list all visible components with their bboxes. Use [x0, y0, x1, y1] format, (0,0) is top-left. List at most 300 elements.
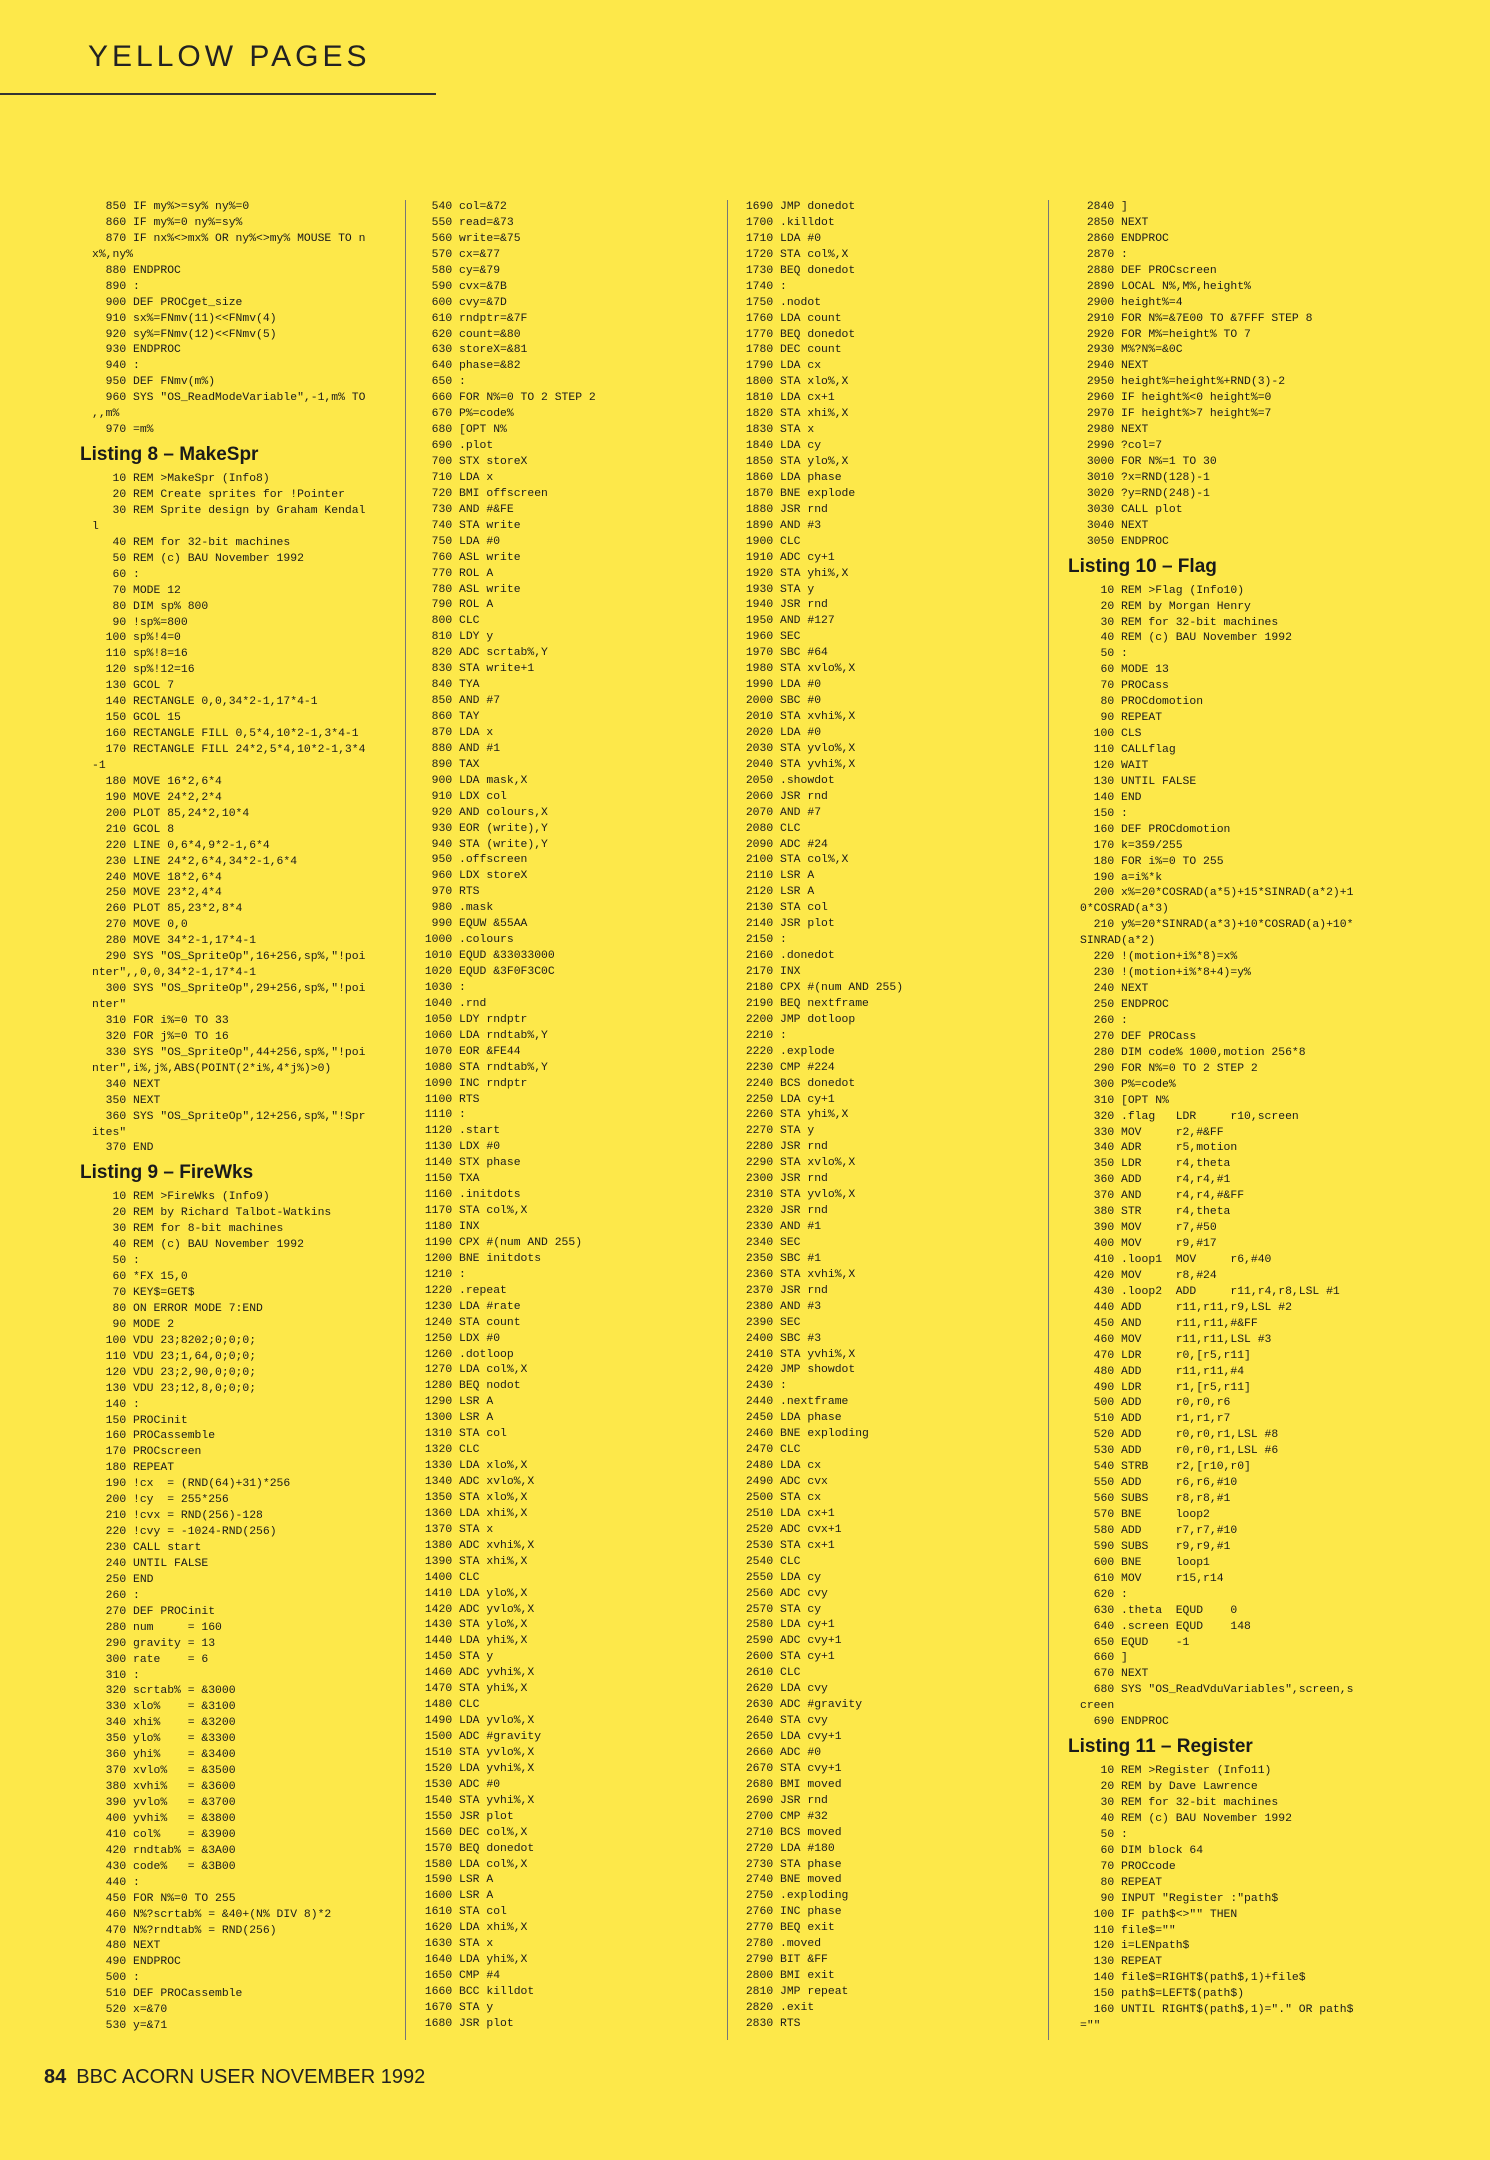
code-line: 2870 : — [1080, 248, 1128, 261]
code-line: 10 REM >Flag (Info10) — [1080, 584, 1245, 597]
code-line: 1400 CLC — [418, 1571, 480, 1584]
code-line: 130 GCOL 7 — [92, 680, 175, 693]
code-line: 1500 ADC #gravity — [418, 1731, 542, 1743]
code-line: 190 MOVE 24*2,2*4 — [92, 791, 222, 804]
code-line: 2580 LDA cy+1 — [739, 1619, 835, 1632]
code-line: 1380 ADC xvhi%,X — [418, 1539, 535, 1552]
code-line: 1160 .initdots — [418, 1189, 521, 1202]
code-line: 100 sp%!4=0 — [92, 632, 181, 645]
code-line: 1390 STA xhi%,X — [418, 1555, 528, 1568]
code-line: 120 sp%!12=16 — [92, 664, 195, 677]
code-line: 530 ADD r0,r0,r1,LSL #6 — [1080, 1445, 1279, 1458]
code-line: 50 : — [1080, 1828, 1128, 1841]
code-line: 320 .flag LDR r10,screen — [1080, 1110, 1299, 1123]
code-line: 1720 STA col%,X — [739, 248, 849, 261]
code-line: 2010 STA xvhi%,X — [739, 711, 856, 723]
code-line: 2790 BIT &FF — [739, 1954, 828, 1967]
code-line: 360 SYS "OS_SpriteOp",12+256,sp%,"!Spr — [92, 1110, 366, 1123]
code-line: 1850 STA ylo%,X — [739, 456, 849, 468]
code-line: 1010 EQUD &33033000 — [418, 950, 555, 963]
code-line: 1080 STA rndtab%,Y — [418, 1061, 548, 1074]
code-line: 340 ADR r5,motion — [1080, 1142, 1238, 1155]
code-line: 280 DIM code% 1000,motion 256*8 — [1080, 1046, 1306, 1059]
code-line: nter",i%,j%,ABS(POINT(2*i%,4*j%)>0) — [92, 1062, 332, 1075]
code-line: 390 MOV r7,#50 — [1080, 1222, 1217, 1235]
code-line: 890 TAX — [418, 758, 480, 771]
code-line: 1300 LSR A — [418, 1412, 494, 1425]
code-line: 1710 LDA #0 — [739, 232, 822, 245]
code-column-1 — [80, 200, 392, 2035]
code-line: 110 sp%!8=16 — [92, 648, 188, 661]
code-line: 170 k=359/255 — [1080, 839, 1183, 852]
code-line: 2230 CMP #224 — [739, 1061, 835, 1074]
code-line: 2670 STA cvy+1 — [739, 1762, 842, 1775]
code-line: 650 : — [418, 376, 466, 389]
code-line: 1630 STA x — [418, 1938, 494, 1951]
code-line: 100 CLS — [1080, 728, 1142, 741]
code-line: 30 REM for 32-bit machines — [1080, 1797, 1279, 1809]
code-line: 3010 ?x=RND(128)-1 — [1080, 471, 1210, 484]
code-line: 370 END — [92, 1142, 154, 1155]
code-line: 500 : — [92, 1972, 140, 1985]
code-line: 2510 LDA cx+1 — [739, 1507, 835, 1520]
code-line: 1000 .colours — [418, 934, 514, 947]
code-line: 2770 BEQ exit — [739, 1922, 835, 1935]
code-line: 580 cy=&79 — [418, 264, 501, 277]
code-line: 670 P%=code% — [418, 408, 514, 421]
code-line: 1270 LDA col%,X — [418, 1364, 528, 1377]
code-line: 200 x%=20*COSRAD(a*5)+15*SINRAD(a*2)+1 — [1080, 887, 1354, 900]
code-line: 330 SYS "OS_SpriteOp",44+256,sp%,"!poi — [92, 1046, 366, 1059]
code-line: 150 path$=LEFT$(path$) — [1080, 1988, 1245, 2001]
code-line: 2970 IF height%>7 height%=7 — [1080, 408, 1272, 421]
code-line: 60 *FX 15,0 — [92, 1271, 188, 1284]
code-line: 1880 JSR rnd — [739, 503, 828, 516]
code-line: 620 count=&80 — [418, 328, 521, 341]
code-line: 2540 CLC — [739, 1555, 801, 1568]
code-line: nter" — [92, 999, 127, 1011]
code-line: 1510 STA yvlo%,X — [418, 1746, 535, 1759]
code-line: 2740 BNE moved — [739, 1874, 842, 1887]
code-line: 2650 LDA cvy+1 — [739, 1731, 842, 1743]
code-line: 1660 BCC killdot — [418, 1986, 535, 1998]
code-line: 350 ylo% = &3300 — [92, 1733, 236, 1746]
code-line: 640 phase=&82 — [418, 360, 521, 373]
code-line: 2150 : — [739, 934, 787, 947]
code-line: 2940 NEXT — [1080, 360, 1149, 373]
code-line: 170 RECTANGLE FILL 24*2,5*4,10*2-1,3*4 — [92, 744, 366, 756]
code-line: 2710 BCS moved — [739, 1826, 842, 1839]
code-line: 2180 CPX #(num AND 255) — [739, 981, 904, 994]
code-line: 230 CALL start — [92, 1542, 202, 1554]
code-line: 1790 LDA cx — [739, 360, 822, 373]
code-line: 1640 LDA yhi%,X — [418, 1954, 528, 1967]
code-line: 930 EOR (write),Y — [418, 822, 548, 835]
code-line: 2330 AND #1 — [739, 1221, 822, 1233]
code-line: 780 ASL write — [418, 583, 521, 596]
code-line: 1470 STA yhi%,X — [418, 1683, 528, 1696]
code-line: 50 : — [92, 1255, 140, 1268]
code-line: 2000 SBC #0 — [739, 695, 822, 708]
code-line: 2590 ADC cvy+1 — [739, 1635, 842, 1648]
code-line: 100 VDU 23;8202;0;0;0; — [92, 1334, 257, 1347]
code-line: 2210 : — [739, 1029, 787, 1042]
code-line: 450 FOR N%=0 TO 255 — [92, 1892, 236, 1905]
code-line: 30 REM Sprite design by Graham Kendal — [92, 504, 366, 517]
code-line: 930 ENDPROC — [92, 344, 181, 357]
code-line: 550 ADD r6,r6,#10 — [1080, 1477, 1238, 1490]
code-line: 80 REPEAT — [1080, 1876, 1163, 1889]
code-line: 1120 .start — [418, 1125, 501, 1138]
code-line: 430 code% = &3B00 — [92, 1860, 236, 1873]
code-line: 230 !(motion+i%*8+4)=y% — [1080, 967, 1251, 980]
code-line: 1740 : — [739, 280, 787, 293]
code-line: 1100 RTS — [418, 1093, 480, 1106]
code-line: 1990 LDA #0 — [739, 679, 822, 692]
code-line: 2340 SEC — [739, 1236, 801, 1249]
code-line: 750 LDA #0 — [418, 535, 501, 548]
code-column-2 — [418, 200, 718, 2033]
code-line: 520 x=&70 — [92, 2004, 168, 2017]
code-line: 240 MOVE 18*2,6*4 — [92, 871, 222, 884]
code-line: 250 ENDPROC — [1080, 999, 1169, 1011]
code-line: 1890 AND #3 — [739, 519, 822, 532]
code-line: 140 : — [92, 1398, 140, 1411]
code-line: 490 ENDPROC — [92, 1956, 181, 1969]
code-line: 600 BNE loop1 — [1080, 1556, 1210, 1569]
code-line: 2960 IF height%<0 height%=0 — [1080, 392, 1272, 405]
code-line: 1670 STA y — [418, 2001, 494, 2014]
code-line: creen — [1080, 1700, 1115, 1713]
code-line: 290 FOR N%=0 TO 2 STEP 2 — [1080, 1062, 1258, 1075]
code-line: 1870 BNE explode — [739, 487, 856, 500]
code-line: 2070 AND #7 — [739, 806, 822, 819]
code-line: 220 LINE 0,6*4,9*2-1,6*4 — [92, 839, 270, 852]
code-line: 1230 LDA #rate — [418, 1300, 521, 1313]
code-line: 260 : — [1080, 1014, 1128, 1027]
code-line: 1860 LDA phase — [739, 471, 842, 484]
code-line: 1320 CLC — [418, 1444, 480, 1457]
code-line: 2160 .donedot — [739, 950, 835, 963]
code-line: 1580 LDA col%,X — [418, 1858, 528, 1871]
code-line: 300 rate = 6 — [92, 1653, 209, 1666]
code-line: 330 MOV r2,#&FF — [1080, 1126, 1224, 1139]
code-line: 420 rndtab% = &3A00 — [92, 1844, 236, 1857]
code-line: 2290 STA xvlo%,X — [739, 1157, 856, 1170]
code-line: 1420 ADC yvlo%,X — [418, 1603, 535, 1616]
code-line: 2900 height%=4 — [1080, 296, 1183, 309]
code-line: 640 .screen EQUD 148 — [1080, 1620, 1251, 1633]
code-line: 1840 LDA cy — [739, 440, 822, 453]
code-line: 120 VDU 23;2,90,0;0;0; — [92, 1366, 257, 1379]
code-line: 130 UNTIL FALSE — [1080, 775, 1197, 788]
code-line: 2500 STA cx — [739, 1491, 822, 1504]
code-line: 1260 .dotloop — [418, 1348, 514, 1361]
code-line: 180 MOVE 16*2,6*4 — [92, 775, 222, 788]
code-line: 2950 height%=height%+RND(3)-2 — [1080, 376, 1286, 389]
code-line: 2990 ?col=7 — [1080, 440, 1163, 453]
code-line: 2750 .exploding — [739, 1890, 849, 1903]
code-line: 220 !cvy = -1024-RND(256) — [92, 1526, 277, 1539]
code-line: 310 : — [92, 1669, 140, 1682]
code-line: 2830 RTS — [739, 2017, 801, 2030]
code-line: 270 DEF PROCinit — [92, 1605, 216, 1618]
code-line: 660 FOR N%=0 TO 2 STEP 2 — [418, 392, 596, 405]
code-line: 1620 LDA xhi%,X — [418, 1922, 528, 1935]
code-line: 2350 SBC #1 — [739, 1252, 822, 1265]
code-line: 2600 STA cy+1 — [739, 1651, 835, 1664]
code-line: 2570 STA cy — [739, 1603, 822, 1616]
code-line: 390 yvlo% = &3700 — [92, 1797, 236, 1809]
code-line: 2490 ADC cvx — [739, 1476, 828, 1488]
code-line: 370 AND r4,r4,#&FF — [1080, 1190, 1245, 1203]
code-line: 100 IF path$<>"" THEN — [1080, 1908, 1238, 1921]
code-line: 70 PROCcode — [1080, 1860, 1176, 1873]
code-line: ites" — [92, 1126, 127, 1139]
code-line: 1830 STA x — [739, 424, 815, 437]
code-line: 20 REM by Richard Talbot-Watkins — [92, 1207, 332, 1220]
code-line: 90 !sp%=800 — [92, 616, 188, 629]
code-line: 20 REM Create sprites for !Pointer — [92, 489, 345, 501]
code-line: 910 LDX col — [418, 790, 507, 803]
code-line: 40 REM (c) BAU November 1992 — [1080, 1812, 1292, 1825]
code-line: 1530 ADC #0 — [418, 1778, 501, 1791]
code-line: 360 yhi% = &3400 — [92, 1749, 236, 1762]
code-line: 1360 LDA xhi%,X — [418, 1507, 528, 1520]
code-line: 1950 AND #127 — [739, 615, 835, 628]
code-line: 1050 LDY rndptr — [418, 1013, 528, 1026]
code-line: 290 SYS "OS_SpriteOp",16+256,sp%,"!poi — [92, 951, 366, 964]
code-line: 2690 JSR rnd — [739, 1794, 828, 1807]
code-line: 2890 LOCAL N%,M%,height% — [1080, 280, 1251, 293]
code-line: 540 STRB r2,[r10,r0] — [1080, 1461, 1251, 1474]
code-line: 700 STX storeX — [418, 456, 528, 468]
code-line: 490 LDR r1,[r5,r11] — [1080, 1381, 1251, 1394]
code-line: 1540 STA yvhi%,X — [418, 1794, 535, 1807]
code-line: 3040 NEXT — [1080, 519, 1149, 532]
code-line: 940 : — [92, 360, 140, 373]
code-line: 2930 M%?N%=&0C — [1080, 344, 1183, 357]
code-column-4 — [1068, 200, 1380, 2035]
code-line: 1170 STA col%,X — [418, 1205, 528, 1218]
code-line: 320 scrtab% = &3000 — [92, 1685, 236, 1698]
code-line: 140 RECTANGLE 0,0,34*2-1,17*4-1 — [92, 696, 318, 709]
code-line: 1340 ADC xvlo%,X — [418, 1476, 535, 1488]
code-line: 650 EQUD -1 — [1080, 1636, 1190, 1649]
code-line: 2310 STA yvlo%,X — [739, 1189, 856, 1202]
code-line: 580 ADD r7,r7,#10 — [1080, 1524, 1238, 1537]
code-line: 70 MODE 12 — [92, 584, 181, 597]
code-line: 2480 LDA cx — [739, 1460, 822, 1473]
code-line: 2620 LDA cvy — [739, 1683, 828, 1696]
code-line: 2100 STA col%,X — [739, 854, 849, 867]
code-line: 2120 LSR A — [739, 886, 815, 899]
code-line: 680 SYS "OS_ReadVduVariables",screen,s — [1080, 1684, 1354, 1697]
code-line: 240 UNTIL FALSE — [92, 1557, 209, 1570]
code-line: 110 CALLflag — [1080, 744, 1176, 756]
code-line: l — [92, 520, 99, 533]
code-line: 1770 BEQ donedot — [739, 328, 856, 341]
code-line: 1020 EQUD &3F0F3C0C — [418, 966, 555, 978]
code-line: 190 !cx = (RND(64)+31)*256 — [92, 1478, 291, 1491]
code-line: 1250 LDX #0 — [418, 1332, 501, 1345]
code-line: 50 : — [1080, 648, 1128, 661]
code-line: 1750 .nodot — [739, 296, 822, 309]
code-line: 1440 LDA yhi%,X — [418, 1635, 528, 1648]
code-line: 410 col% = &3900 — [92, 1828, 236, 1841]
code-line: 1090 INC rndptr — [418, 1077, 528, 1090]
code-line: 150 GCOL 15 — [92, 712, 181, 725]
code-line: 60 : — [92, 568, 140, 581]
code-line: 950 DEF FNmv(m%) — [92, 376, 216, 389]
code-line: 270 DEF PROCass — [1080, 1030, 1197, 1043]
code-line: 400 yvhi% = &3800 — [92, 1812, 236, 1825]
code-line: 3030 CALL plot — [1080, 503, 1183, 516]
code-line: 1150 TXA — [418, 1173, 480, 1186]
code-line: 1210 : — [418, 1268, 466, 1281]
code-line: 1650 CMP #4 — [418, 1970, 501, 1983]
code-line: 250 END — [92, 1573, 154, 1586]
code-line: 1780 DEC count — [739, 344, 842, 357]
code-line: 620 : — [1080, 1588, 1128, 1601]
code-line: 1200 BNE initdots — [418, 1252, 542, 1265]
code-line: 2410 STA yvhi%,X — [739, 1348, 856, 1361]
code-line: 370 xvlo% = &3500 — [92, 1765, 236, 1778]
code-line: 550 read=&73 — [418, 216, 514, 229]
code-line: 320 FOR j%=0 TO 16 — [92, 1030, 229, 1043]
code-line: 380 xvhi% = &3600 — [92, 1781, 236, 1794]
code-line: 230 LINE 24*2,6*4,34*2-1,6*4 — [92, 855, 298, 868]
listing-heading: Listing 11 – Register — [1068, 1736, 1253, 1758]
code-line: 1350 STA xlo%,X — [418, 1491, 528, 1504]
code-line: 2780 .moved — [739, 1938, 822, 1951]
code-line: 2140 JSR plot — [739, 918, 835, 931]
code-line: 2390 SEC — [739, 1316, 801, 1329]
code-line: 2030 STA yvlo%,X — [739, 742, 856, 755]
code-line: 920 AND colours,X — [418, 806, 548, 819]
code-line: 1220 .repeat — [418, 1284, 507, 1297]
code-line: 160 DEF PROCdomotion — [1080, 823, 1231, 836]
code-line: 2450 LDA phase — [739, 1412, 842, 1425]
code-line: 1700 .killdot — [739, 216, 835, 229]
code-line: 310 FOR i%=0 TO 33 — [92, 1014, 229, 1027]
code-line: 770 ROL A — [418, 567, 494, 580]
code-line: 2800 BMI exit — [739, 1970, 835, 1983]
code-line: 1130 LDX #0 — [418, 1141, 501, 1154]
code-line: 110 file$="" — [1080, 1924, 1176, 1937]
code-line: 210 !cvx = RND(256)-128 — [92, 1510, 263, 1523]
code-line: 690 ENDPROC — [1080, 1716, 1169, 1729]
code-line: 2920 FOR M%=height% TO 7 — [1080, 328, 1251, 341]
code-line: 280 MOVE 34*2-1,17*4-1 — [92, 935, 257, 948]
code-line: 120 i=LENpath$ — [1080, 1940, 1190, 1953]
code-line: 600 cvy=&7D — [418, 296, 507, 309]
code-line: 460 N%?scrtab% = &40+(N% DIV 8)*2 — [92, 1908, 332, 1921]
code-line: 2400 SBC #3 — [739, 1332, 822, 1345]
code-line: 0*COSRAD(a*3) — [1080, 903, 1169, 916]
code-line: 60 MODE 13 — [1080, 664, 1169, 677]
code-line: 2470 CLC — [739, 1444, 801, 1457]
code-line: 1690 JMP donedot — [739, 201, 856, 213]
code-line: 2980 NEXT — [1080, 424, 1149, 437]
code-line: 500 ADD r0,r0,r6 — [1080, 1397, 1231, 1410]
code-line: 1940 JSR rnd — [739, 599, 828, 612]
code-line: 140 END — [1080, 791, 1142, 804]
code-line: 2020 LDA #0 — [739, 726, 822, 739]
code-line: -1 — [92, 759, 106, 772]
code-line: 970 =m% — [92, 424, 154, 437]
code-line: 2050 .showdot — [739, 774, 835, 787]
code-line: 1520 LDA yvhi%,X — [418, 1762, 535, 1775]
code-line: 200 PLOT 85,24*2,10*4 — [92, 807, 250, 820]
code-line: 2720 LDA #180 — [739, 1842, 835, 1855]
code-line: 2130 STA col — [739, 902, 828, 915]
code-line: 1570 BEQ donedot — [418, 1842, 535, 1855]
code-line: 280 num = 160 — [92, 1621, 222, 1634]
code-line: 690 .plot — [418, 440, 494, 453]
code-line: 260 : — [92, 1589, 140, 1602]
code-line: 980 .mask — [418, 902, 494, 915]
code-line: 1110 : — [418, 1109, 466, 1122]
code-line: 160 RECTANGLE FILL 0,5*4,10*2-1,3*4-1 — [92, 728, 359, 741]
code-line: 1560 DEC col%,X — [418, 1826, 528, 1839]
code-line: ="" — [1080, 2020, 1101, 2033]
code-line: 560 SUBS r8,r8,#1 — [1080, 1493, 1231, 1506]
code-line: 40 REM (c) BAU November 1992 — [1080, 632, 1292, 645]
code-line: 200 !cy = 255*256 — [92, 1494, 229, 1507]
code-line: 150 PROCinit — [92, 1414, 188, 1427]
code-line: 760 ASL write — [418, 551, 521, 564]
code-line: 1410 LDA ylo%,X — [418, 1587, 528, 1600]
code-line: 2430 : — [739, 1380, 787, 1393]
code-line: 2630 ADC #gravity — [739, 1699, 863, 1712]
code-line: 520 ADD r0,r0,r1,LSL #8 — [1080, 1429, 1279, 1442]
code-line: 60 DIM block 64 — [1080, 1844, 1204, 1857]
code-line: 570 BNE loop2 — [1080, 1509, 1210, 1521]
code-line: 2240 BCS donedot — [739, 1077, 856, 1090]
code-line: 1460 ADC yvhi%,X — [418, 1667, 535, 1680]
code-line: 410 .loop1 MOV r6,#40 — [1080, 1254, 1272, 1266]
code-line: 510 ADD r1,r1,r7 — [1080, 1413, 1231, 1426]
code-line: 590 cvx=&7B — [418, 280, 507, 293]
code-line: 900 DEF PROCget_size — [92, 296, 243, 309]
code-line: 1970 SBC #64 — [739, 647, 828, 660]
code-line: 3020 ?y=RND(248)-1 — [1080, 487, 1210, 500]
code-line: 2300 JSR rnd — [739, 1173, 828, 1186]
code-line: 10 REM >Register (Info11) — [1080, 1765, 1272, 1778]
code-line: 680 [OPT N% — [418, 424, 507, 437]
code-line: 2700 CMP #32 — [739, 1810, 828, 1823]
code-line: 30 REM for 8-bit machines — [92, 1223, 284, 1236]
code-line: 2080 CLC — [739, 822, 801, 835]
code-line: 1930 STA y — [739, 583, 815, 596]
code-line: 2370 JSR rnd — [739, 1284, 828, 1297]
code-line: 900 LDA mask,X — [418, 774, 528, 787]
code-line: 40 REM (c) BAU November 1992 — [92, 1239, 304, 1252]
code-line: 850 IF my%>=sy% ny%=0 — [92, 201, 250, 213]
code-line: 870 IF nx%<>mx% OR ny%<>my% MOUSE TO n — [92, 232, 366, 245]
code-line: 2560 ADC cvy — [739, 1587, 828, 1600]
code-line: 2110 LSR A — [739, 870, 815, 883]
code-line: 2530 STA cx+1 — [739, 1539, 835, 1552]
code-line: 350 NEXT — [92, 1094, 161, 1107]
code-line: 960 LDX storeX — [418, 870, 528, 883]
code-line: 720 BMI offscreen — [418, 487, 548, 500]
code-line: nter",,0,0,34*2-1,17*4-1 — [92, 967, 257, 980]
code-line: 300 SYS "OS_SpriteOp",29+256,sp%,"!poi — [92, 983, 366, 996]
code-line: 950 .offscreen — [418, 854, 528, 867]
code-line: 260 PLOT 85,23*2,8*4 — [92, 903, 243, 916]
